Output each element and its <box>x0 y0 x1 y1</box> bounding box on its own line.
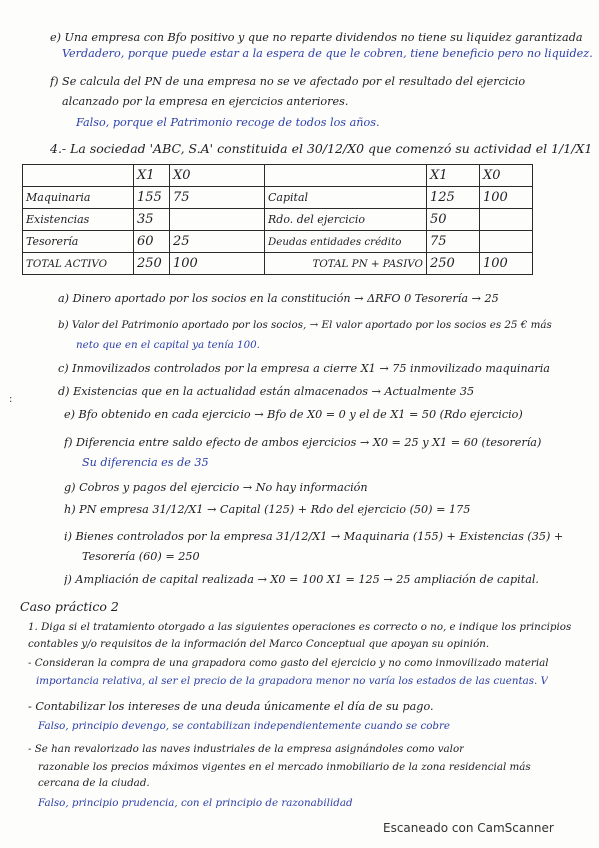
question-e: e) Una empresa con Bfo positivo y que no reparte dividendos no tiene su liquidez garantizada <box>50 31 583 44</box>
caso-bullet-3-line3: cercana de la ciudad. <box>38 777 150 789</box>
table-cell: 75 <box>170 187 265 209</box>
table-cell: 125 <box>427 187 480 209</box>
table-cell: Tesorería <box>23 231 134 253</box>
margin-mark: : <box>9 394 13 405</box>
table-cell: Existencias <box>23 209 134 231</box>
table-cell <box>265 165 427 187</box>
table-header-row <box>23 165 533 187</box>
table-row <box>23 187 533 209</box>
answer-i-line2: Tesorería (60) = 250 <box>82 550 200 563</box>
caso-bullet-2: - Contabilizar los intereses de una deuda únicamente el día de su pago. <box>28 700 434 713</box>
caso-title: Caso práctico 2 <box>20 600 119 614</box>
caso-question-line1: 1. Diga si el tratamiento otorgado a las siguientes operaciones es correcto o no, e indique los principios <box>28 621 572 633</box>
answer-c: c) Inmovilizados controlados por la empresa a cierre X1 → 75 inmovilizado maquinaria <box>58 362 550 375</box>
answer-f: Falso, porque el Patrimonio recoge de todos los años. <box>76 116 380 129</box>
table-cell: TOTAL PN + PASIVO <box>265 253 427 275</box>
answer-h: h) PN empresa 31/12/X1 → Capital (125) + Rdo del ejercicio (50) = 175 <box>64 503 471 516</box>
caso-answer-2: Falso, principio devengo, se contabilizan independientemente cuando se cobre <box>38 720 451 732</box>
answer-f-line2: Su diferencia es de 35 <box>82 456 209 469</box>
table-cell: 250 <box>427 253 480 275</box>
table-cell: Deudas entidades crédito <box>265 231 427 253</box>
answer-d: d) Existencias que en la actualidad están almacenados → Actualmente 35 <box>58 385 475 398</box>
table-cell: X1 <box>134 165 170 187</box>
table-cell: 35 <box>134 209 170 231</box>
table-row <box>23 231 533 253</box>
answer-e-bfo: e) Bfo obtenido en cada ejercicio → Bfo de X0 = 0 y el de X1 = 50 (Rdo ejercicio) <box>64 408 523 421</box>
table-cell: Maquinaria <box>23 187 134 209</box>
table-cell <box>23 165 134 187</box>
caso-answer-1: importancia relativa, al ser el precio de la grapadora menor no varía los estados de las cuentas. V <box>36 675 549 687</box>
table-cell: 100 <box>170 253 265 275</box>
answer-j: j) Ampliación de capital realizada → X0 = 100 X1 = 125 → 25 ampliación de capital. <box>64 573 539 586</box>
table-cell <box>170 209 265 231</box>
answer-b-line1: b) Valor del Patrimonio aportado por los socios, → El valor aportado por los socios es 25 € más <box>58 319 552 331</box>
table-cell <box>480 209 533 231</box>
table-row <box>23 253 533 275</box>
caso-bullet-3-line1: - Se han revalorizado las naves industriales de la empresa asignándoles como valor <box>28 743 465 755</box>
answer-f-line1: f) Diferencia entre saldo efecto de ambos ejercicios → X0 = 25 y X1 = 60 (tesorería) <box>64 436 542 449</box>
caso-bullet-3-line2: razonable los precios máximos vigentes en el mercado inmobiliario de la zona residencial más <box>38 761 531 773</box>
table-cell: TOTAL ACTIVO <box>23 253 134 275</box>
table-cell: X0 <box>480 165 533 187</box>
table-cell: 75 <box>427 231 480 253</box>
table-cell: 100 <box>480 187 533 209</box>
caso-bullet-1: - Consideran la compra de una grapadora como gasto del ejercicio y no como inmovilizado material <box>28 657 549 669</box>
problem-4-statement: 4.- La sociedad 'ABC, S.A' constituida el 30/12/X0 que comenzó su actividad el 1/1/X1 <box>50 142 593 156</box>
answer-b-line2: neto que en el capital ya tenía 100. <box>76 339 260 351</box>
table-cell <box>480 231 533 253</box>
caso-answer-3: Falso, principio prudencia, con el principio de razonabilidad <box>38 797 353 809</box>
table-row <box>23 209 533 231</box>
balance-table <box>22 164 533 275</box>
answer-g: g) Cobros y pagos del ejercicio → No hay información <box>64 481 368 494</box>
table-cell: 250 <box>134 253 170 275</box>
question-f-line2: alcanzado por la empresa en ejercicios anteriores. <box>62 95 349 108</box>
table-cell: X0 <box>170 165 265 187</box>
table-cell: 50 <box>427 209 480 231</box>
scanner-watermark: Escaneado con CamScanner <box>383 821 554 835</box>
table-cell: X1 <box>427 165 480 187</box>
answer-i-line1: i) Bienes controlados por la empresa 31/12/X1 → Maquinaria (155) + Existencias (35) + <box>64 530 564 543</box>
table-cell: 60 <box>134 231 170 253</box>
question-f-line1: f) Se calcula del PN de una empresa no se ve afectado por el resultado del ejercicio <box>50 75 526 88</box>
table-cell: 25 <box>170 231 265 253</box>
caso-question-line2: contables y/o requisitos de la información del Marco Conceptual que apoyan su opinión. <box>28 638 490 650</box>
answer-e: Verdadero, porque puede estar a la espera de que le cobren, tiene beneficio pero no liquidez. <box>62 47 593 60</box>
table-cell: 100 <box>480 253 533 275</box>
table-cell: 155 <box>134 187 170 209</box>
answer-a: a) Dinero aportado por los socios en la constitución → ΔRFO 0 Tesorería → 25 <box>58 292 499 305</box>
table-cell: Capital <box>265 187 427 209</box>
table-cell: Rdo. del ejercicio <box>265 209 427 231</box>
